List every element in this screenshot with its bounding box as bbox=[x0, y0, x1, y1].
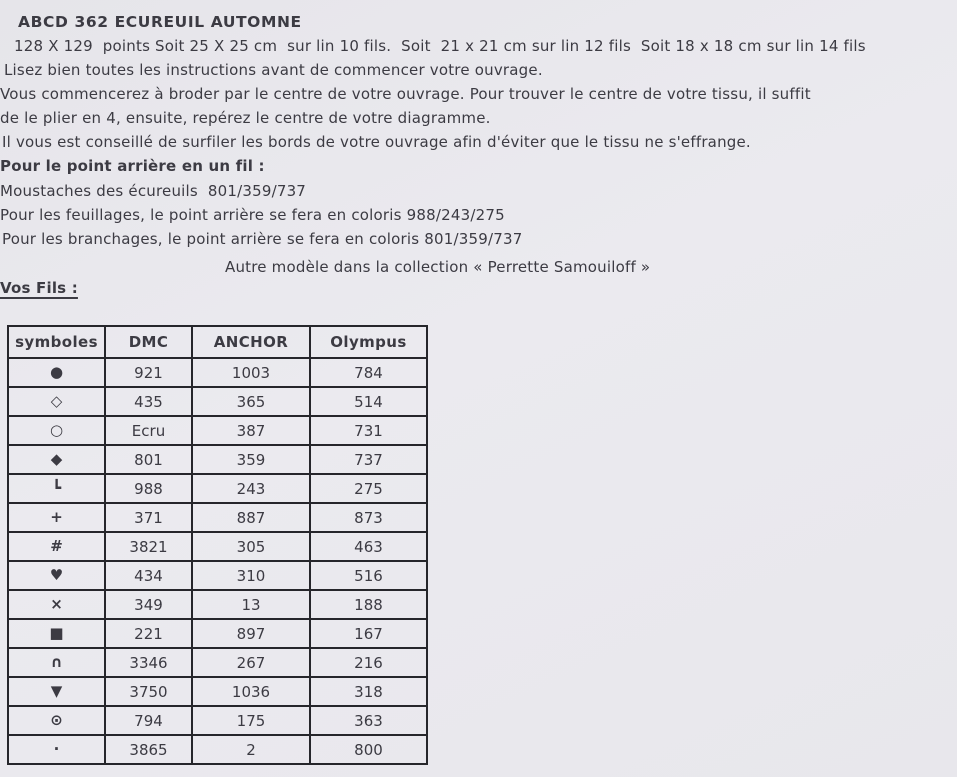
backstitch-line: Pour les branchages, le point arrière se fera en coloris 801/359/737 bbox=[2, 230, 523, 248]
triangle-down-icon: ▼ bbox=[8, 677, 105, 706]
thread-row bbox=[8, 706, 427, 735]
instruction-line: de le plier en 4, ensuite, repérez le centre de votre diagramme. bbox=[0, 109, 491, 127]
dmc-code: 794 bbox=[105, 706, 192, 735]
column-header-olympus: Olympus bbox=[310, 326, 427, 358]
plus-icon: + bbox=[8, 503, 105, 532]
cross-icon: × bbox=[8, 590, 105, 619]
backstitch-line: Pour les feuillages, le point arrière se fera en coloris 988/243/275 bbox=[0, 206, 505, 224]
olympus-code: 318 bbox=[310, 677, 427, 706]
thread-row bbox=[8, 503, 427, 532]
olympus-code: 784 bbox=[310, 358, 427, 387]
olympus-code: 514 bbox=[310, 387, 427, 416]
hash-icon: # bbox=[8, 532, 105, 561]
olympus-code: 216 bbox=[310, 648, 427, 677]
olympus-code: 731 bbox=[310, 416, 427, 445]
circled-dot-icon: ⊙ bbox=[8, 706, 105, 735]
thread-row bbox=[8, 677, 427, 706]
open-diamond-icon: ◇ bbox=[8, 387, 105, 416]
filled-square-icon: ■ bbox=[8, 619, 105, 648]
olympus-code: 188 bbox=[310, 590, 427, 619]
backstitch-heading: Pour le point arrière en un fil : bbox=[0, 157, 265, 175]
thread-table-header-row bbox=[8, 326, 427, 358]
thread-table bbox=[7, 325, 428, 765]
anchor-code: 387 bbox=[192, 416, 310, 445]
corner-block-icon: ┗ bbox=[8, 474, 105, 503]
dmc-code: 3346 bbox=[105, 648, 192, 677]
anchor-code: 267 bbox=[192, 648, 310, 677]
column-header-anchor: ANCHOR bbox=[192, 326, 310, 358]
anchor-code: 897 bbox=[192, 619, 310, 648]
instruction-line: Lisez bien toutes les instructions avant de commencer votre ouvrage. bbox=[4, 61, 543, 79]
instruction-line: Vous commencerez à broder par le centre de votre ouvrage. Pour trouver le centre de votre tissu, il suffit bbox=[0, 85, 811, 103]
thread-row bbox=[8, 590, 427, 619]
dmc-code: 3865 bbox=[105, 735, 192, 764]
dmc-code: 371 bbox=[105, 503, 192, 532]
collection-line: Autre modèle dans la collection « Perrette Samouiloff » bbox=[225, 258, 651, 276]
anchor-code: 305 bbox=[192, 532, 310, 561]
olympus-code: 275 bbox=[310, 474, 427, 503]
thread-row bbox=[8, 648, 427, 677]
dmc-code: 434 bbox=[105, 561, 192, 590]
anchor-code: 887 bbox=[192, 503, 310, 532]
dmc-code: Ecru bbox=[105, 416, 192, 445]
anchor-code: 310 bbox=[192, 561, 310, 590]
olympus-code: 800 bbox=[310, 735, 427, 764]
backstitch-line: Moustaches des écureuils 801/359/737 bbox=[0, 182, 307, 200]
olympus-code: 363 bbox=[310, 706, 427, 735]
olympus-code: 463 bbox=[310, 532, 427, 561]
dmc-code: 921 bbox=[105, 358, 192, 387]
dmc-code: 801 bbox=[105, 445, 192, 474]
olympus-code: 737 bbox=[310, 445, 427, 474]
thread-row bbox=[8, 387, 427, 416]
dot-icon: · bbox=[8, 735, 105, 764]
anchor-code: 175 bbox=[192, 706, 310, 735]
thread-row bbox=[8, 416, 427, 445]
anchor-code: 243 bbox=[192, 474, 310, 503]
dmc-code: 435 bbox=[105, 387, 192, 416]
thread-row bbox=[8, 445, 427, 474]
anchor-code: 2 bbox=[192, 735, 310, 764]
anchor-code: 1036 bbox=[192, 677, 310, 706]
dmc-code: 221 bbox=[105, 619, 192, 648]
olympus-code: 167 bbox=[310, 619, 427, 648]
arc-icon: ∩ bbox=[8, 648, 105, 677]
thread-table-body bbox=[8, 358, 427, 764]
dmc-code: 988 bbox=[105, 474, 192, 503]
instruction-line: Il vous est conseillé de surfiler les bords de votre ouvrage afin d'éviter que le tissu ne s'effrange. bbox=[2, 133, 751, 151]
thread-row bbox=[8, 532, 427, 561]
column-header-symboles: symboles bbox=[8, 326, 105, 358]
threads-heading: Vos Fils : bbox=[0, 279, 78, 297]
anchor-code: 359 bbox=[192, 445, 310, 474]
thread-row bbox=[8, 358, 427, 387]
filled-circle-icon: ● bbox=[8, 358, 105, 387]
filled-diamond-icon: ◆ bbox=[8, 445, 105, 474]
thread-row bbox=[8, 735, 427, 764]
open-circle-icon: ○ bbox=[8, 416, 105, 445]
thread-row bbox=[8, 619, 427, 648]
thread-row bbox=[8, 561, 427, 590]
dmc-code: 3750 bbox=[105, 677, 192, 706]
thread-row bbox=[8, 474, 427, 503]
pattern-title: ABCD 362 ECUREUIL AUTOMNE bbox=[18, 13, 302, 31]
olympus-code: 516 bbox=[310, 561, 427, 590]
dmc-code: 349 bbox=[105, 590, 192, 619]
dmc-code: 3821 bbox=[105, 532, 192, 561]
column-header-dmc: DMC bbox=[105, 326, 192, 358]
anchor-code: 13 bbox=[192, 590, 310, 619]
pattern-size-line: 128 X 129 points Soit 25 X 25 cm sur lin 10 fils. Soit 21 x 21 cm sur lin 12 fils Soit 18 x 18 cm sur lin 14 fils bbox=[14, 37, 866, 55]
anchor-code: 365 bbox=[192, 387, 310, 416]
olympus-code: 873 bbox=[310, 503, 427, 532]
heart-icon: ♥ bbox=[8, 561, 105, 590]
anchor-code: 1003 bbox=[192, 358, 310, 387]
